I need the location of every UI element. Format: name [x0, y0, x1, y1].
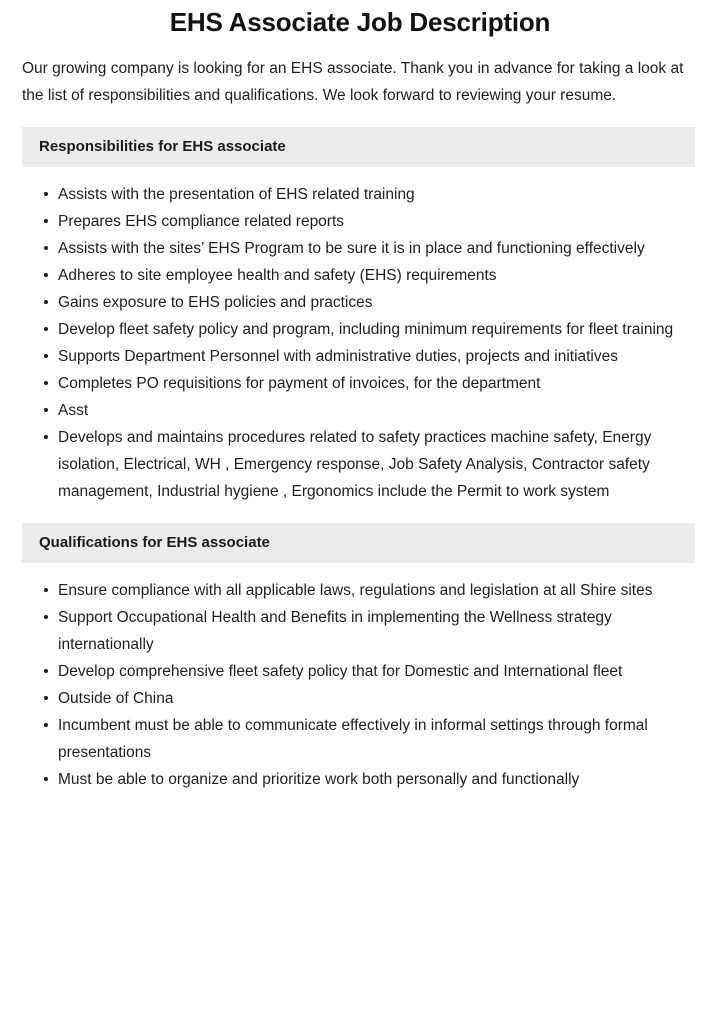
list-item: Asst — [44, 397, 696, 424]
section-heading-responsibilities: Responsibilities for EHS associate — [22, 127, 695, 167]
list-item: Develop comprehensive fleet safety policy that for Domestic and International fleet — [44, 658, 696, 685]
section-responsibilities — [0, 127, 720, 505]
responsibilities-list — [0, 167, 720, 505]
list-item: Support Occupational Health and Benefits in implementing the Wellness strategy internationally — [44, 604, 696, 658]
list-item: Supports Department Personnel with administrative duties, projects and initiatives — [44, 343, 696, 370]
list-item: Adheres to site employee health and safety (EHS) requirements — [44, 262, 696, 289]
list-item: Gains exposure to EHS policies and practices — [44, 289, 696, 316]
qualifications-list — [0, 563, 720, 793]
list-item: Assists with the sites’ EHS Program to be sure it is in place and functioning effectively — [44, 235, 696, 262]
list-item: Develops and maintains procedures related to safety practices machine safety, Energy isolation, Electrical, WH , Emergency response, Job Safety Analysis, Contractor safety management, Industrial hygiene , Ergonomics include the Permit to work system — [44, 424, 696, 505]
list-item: Incumbent must be able to communicate effectively in informal settings through formal presentations — [44, 712, 696, 766]
list-item: Outside of China — [44, 685, 696, 712]
list-item: Completes PO requisitions for payment of invoices, for the department — [44, 370, 696, 397]
list-item: Must be able to organize and prioritize work both personally and functionally — [44, 766, 696, 793]
section-heading-qualifications: Qualifications for EHS associate — [22, 523, 695, 563]
page-title: EHS Associate Job Description — [169, 7, 551, 37]
list-item: Assists with the presentation of EHS related training — [44, 181, 696, 208]
list-item: Develop fleet safety policy and program, including minimum requirements for fleet training — [44, 316, 696, 343]
list-item: Ensure compliance with all applicable laws, regulations and legislation at all Shire sites — [44, 577, 696, 604]
list-item: Prepares EHS compliance related reports — [44, 208, 696, 235]
intro-paragraph: Our growing company is looking for an EHS associate. Thank you in advance for taking a look at the list of responsibilities and qualifications. We look forward to reviewing your resume. — [22, 59, 684, 104]
section-qualifications — [0, 523, 720, 793]
